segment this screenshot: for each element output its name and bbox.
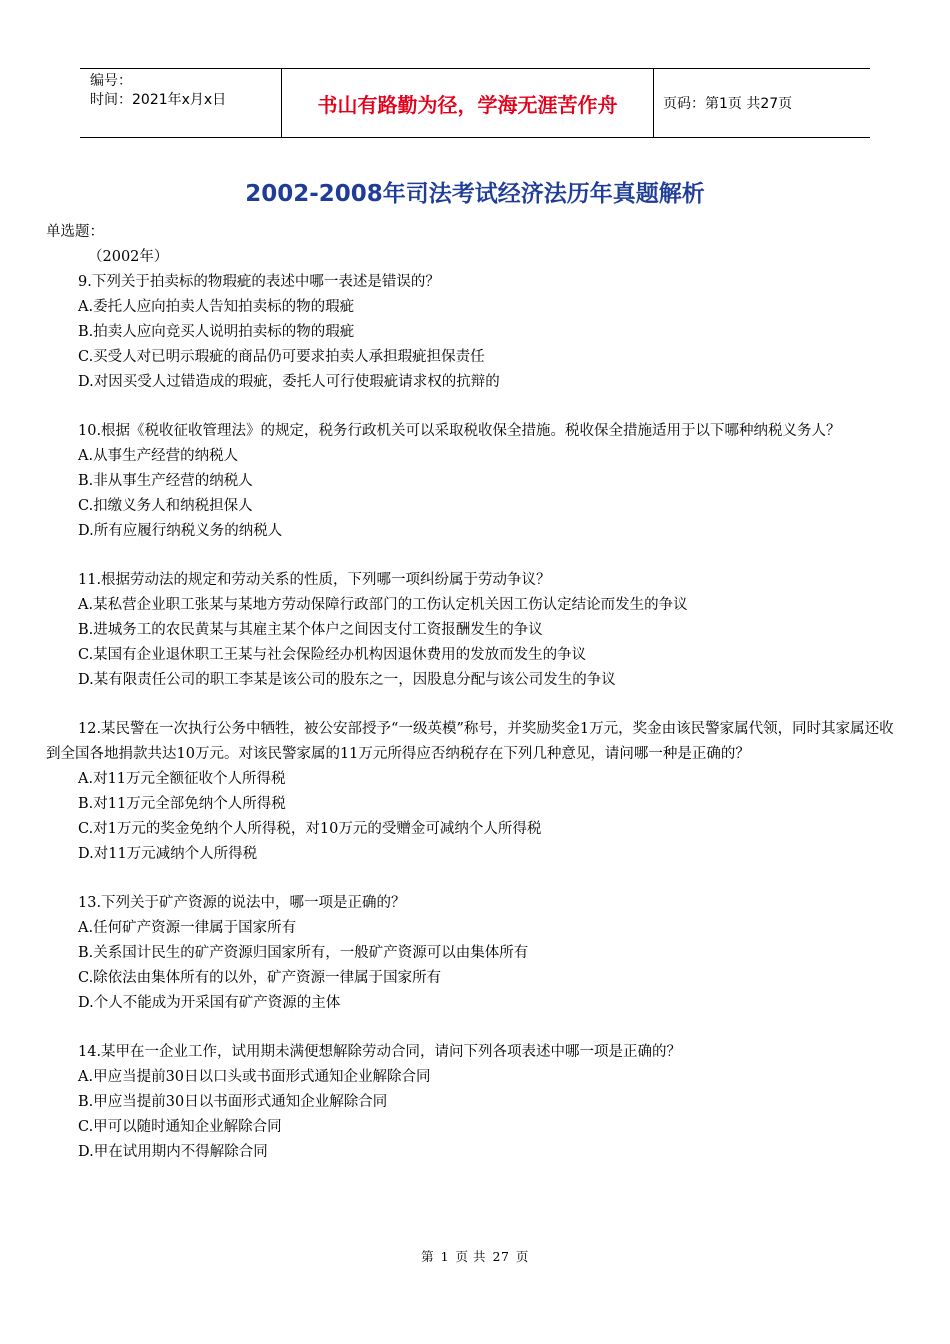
- option-text: D.某有限责任公司的职工李某是该公司的股东之一，因股息分配与该公司发生的争议: [78, 672, 616, 688]
- option-text: B.拍卖人应向竞买人说明拍卖标的物的瑕疵: [78, 324, 355, 340]
- option-text: A.委托人应向拍卖人告知拍卖标的物的瑕疵: [78, 299, 355, 315]
- option-text: D.甲在试用期内不得解除合同: [78, 1144, 268, 1160]
- time-label: 时间：2021年x月x日: [90, 92, 227, 108]
- footer-page-number: 1: [440, 1249, 450, 1264]
- question-text: 14.某甲在一企业工作，试用期未满便想解除劳动合同，请问下列各项表述中哪一项是正确的？: [78, 1044, 682, 1060]
- number-label: 编号：: [90, 73, 132, 89]
- section-label: 单选题：: [46, 224, 104, 240]
- page-info: 页码：第1页 共27页: [663, 96, 793, 112]
- option-text: C.甲可以随时通知企业解除合同: [78, 1119, 282, 1135]
- option-text: B.对11万元全部免纳个人所得税: [78, 796, 286, 812]
- question-block: [46, 419, 908, 544]
- year-label: （2002年）: [88, 249, 169, 265]
- page-title: 2002-2008年司法考试经济法历年真题解析: [245, 181, 705, 207]
- option-text: C.某国有企业退休职工王某与社会保险经办机构因退休费用的发放而发生的争议: [78, 647, 587, 663]
- motto-text: 书山有路勤为径，学海无涯苦作舟: [317, 92, 618, 117]
- footer-prefix: 第: [421, 1249, 435, 1264]
- document-header: [80, 68, 870, 138]
- option-text: D.对因买受人过错造成的瑕疵，委托人可行使瑕疵请求权的抗辩的: [78, 374, 500, 390]
- question-text: 13.下列关于矿产资源的说法中，哪一项是正确的？: [78, 895, 406, 911]
- footer-suffix: 页: [515, 1249, 529, 1264]
- option-text: B.甲应当提前30日以书面形式通知企业解除合同: [78, 1094, 388, 1110]
- document-body: [46, 220, 908, 1165]
- option-text: C.扣缴义务人和纳税担保人: [78, 498, 253, 514]
- option-text: D.所有应履行纳税义务的纳税人: [78, 523, 283, 539]
- option-text: A.对11万元全额征收个人所得税: [78, 771, 286, 787]
- option-text: B.关系国计民生的矿产资源归国家所有，一般矿产资源可以由集体所有: [78, 945, 529, 961]
- page-footer: [0, 1247, 950, 1265]
- question-text: 12.某民警在一次执行公务中牺牲，被公安部授予“一级英模”称号，并奖励奖金1万元，奖金由该民警家属代领，同时其家属还收到全国各地捐款共达10万元。对该民警家属的11万元所得应否纳税存在下列几种意见，请问哪一种是正确的？: [46, 721, 894, 762]
- question-block: [46, 568, 908, 693]
- header-motto-cell: [282, 69, 654, 137]
- option-text: C.除依法由集体所有的以外，矿产资源一律属于国家所有: [78, 970, 442, 986]
- option-text: C.对1万元的奖金免纳个人所得税，对10万元的受赠金可减纳个人所得税: [78, 821, 542, 837]
- option-text: A.从事生产经营的纳税人: [78, 448, 239, 464]
- header-page-cell: [654, 69, 870, 137]
- footer-mid: 页 共: [455, 1249, 487, 1264]
- question-text: 10.根据《税收征收管理法》的规定，税务行政机关可以采取税收保全措施。税收保全措施适用于以下哪种纳税义务人？: [78, 423, 841, 439]
- question-text: 9.下列关于拍卖标的物瑕疵的表述中哪一表述是错误的？: [78, 274, 440, 290]
- question-block: [46, 1040, 908, 1165]
- question-block: [46, 717, 908, 867]
- option-text: A.甲应当提前30日以口头或书面形式通知企业解除合同: [78, 1069, 431, 1085]
- option-text: D.个人不能成为开采国有矿产资源的主体: [78, 995, 341, 1011]
- option-text: B.非从事生产经营的纳税人: [78, 473, 253, 489]
- question-block: [46, 891, 908, 1016]
- option-text: B.进城务工的农民黄某与其雇主某个体户之间因支付工资报酬发生的争议: [78, 622, 543, 638]
- question-block: [46, 270, 908, 395]
- option-text: A.任何矿产资源一律属于国家所有: [78, 920, 297, 936]
- option-text: C.买受人对已明示瑕疵的商品仍可要求拍卖人承担瑕疵担保责任: [78, 349, 485, 365]
- footer-total-pages: 27: [492, 1249, 510, 1264]
- option-text: D.对11万元减纳个人所得税: [78, 846, 258, 862]
- option-text: A.某私营企业职工张某与某地方劳动保障行政部门的工伤认定机关因工伤认定结论而发生的争议: [78, 597, 688, 613]
- question-list: [46, 270, 908, 1165]
- question-text: 11.根据劳动法的规定和劳动关系的性质，下列哪一项纠纷属于劳动争议？: [78, 572, 551, 588]
- header-meta-cell: [80, 69, 282, 137]
